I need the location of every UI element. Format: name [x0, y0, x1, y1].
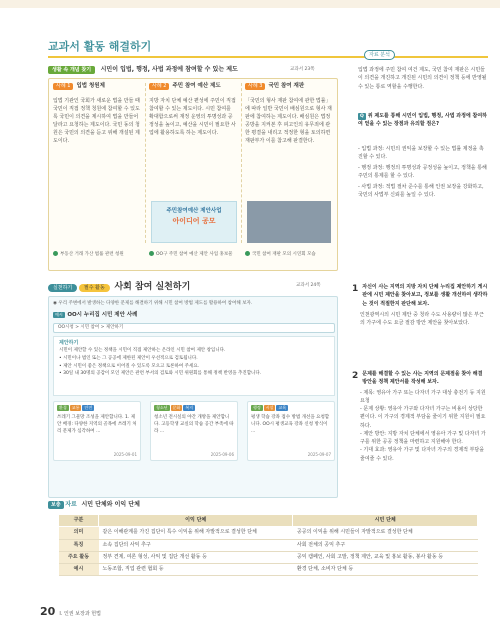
activity2-page-ref: 교과서 24쪽 — [296, 283, 321, 288]
side1-question: Q 위 제도를 통해 시민이 입법, 행정, 사법 과정에 참여하여 얻을 수 있는 장점과 유의할 점은? — [358, 113, 487, 128]
question-icon: Q — [360, 114, 364, 119]
case2-caption: OO구 주민 참여 예산 제안 사업 홍보물 — [149, 251, 233, 259]
activity2-pill1: 실천하기 — [48, 284, 77, 292]
case1-column — [53, 83, 146, 243]
card-text: 평생 학습 강좌 접수 방법 개선을 요청합니다. OO시 평생교육 강좌 신청 방식이 ... — [251, 415, 330, 435]
case1-text: 입법 기관인 국회가 새로운 법을 만들 때 국민이 직접 정책 청원에 참여할 수 있도록 국민이 의견을 제시하여 법을 만들어 달라고 요청하는 제도이다. 국민 동의 청원은 국민의 의견을 듣고 위해 개설된 제도이다. — [53, 97, 140, 144]
item2-num: 2 — [352, 371, 359, 381]
card-text: 쓰레기 그물망 조성을 제안합니다. 1. 제안 배경: 다양한 지역의 골목에 쓰레기 처리 문제가 심각하여 ... — [57, 415, 137, 435]
notice-line-1: 시민이 제안할 수 있는 정책을 시민이 직접 제안하는 온라인 시민 참여 제안 창입니다. — [59, 348, 226, 354]
poster-line1: 주민참여예산 제안사업 — [166, 208, 222, 214]
notice-line-3: • 제안 시민이 좋은 정책으로 이어질 수 있도록 모으고 토론하여 주세요. — [59, 363, 200, 369]
section-label: I. 인권 보장과 헌법 — [59, 611, 101, 617]
card-tag: 교통 — [71, 405, 80, 410]
footer — [40, 604, 101, 620]
card-tag: 문화 — [172, 405, 181, 410]
case2-column — [149, 83, 242, 243]
card-tag: 안전 — [84, 405, 93, 410]
supplement-label: 자료 — [65, 501, 77, 508]
card-tag: 교육 — [278, 405, 287, 410]
card-date: 2025-09-06 — [210, 452, 234, 458]
case1-num: 사례 1 — [53, 83, 73, 90]
table-row: 예시 노동조합, 직업 관련 협회 등 환경 단체, 소비자 단체 등 — [59, 564, 478, 576]
notice-line-2: • 시민이나 법인 또는 그 공공에 제한된 제안이 우선적으로 검토됩니다. — [59, 355, 198, 361]
card-date: 2025-09-07 — [307, 452, 331, 458]
example-tag: 예시 — [55, 312, 63, 317]
activity2-pill2: 필수 활동 — [79, 284, 110, 292]
case3-caption: 국민 참여 재판 모의 시연회 모습 — [245, 251, 316, 259]
supplement-tag: 보충 — [48, 501, 64, 509]
supplement-header — [48, 501, 140, 510]
item2-bullet-1: - 제목: 영유아 가구 또는 다자녀 가구 대상 충전기 등 지원 요청 — [360, 389, 486, 404]
table-row: 의미 같은 이해관계를 가진 집단이 특수 이익을 위해 자발적으로 결성한 단체 공공의 이익을 위해 시민들이 자발적으로 결성한 단체 — [59, 527, 478, 539]
example-header — [53, 312, 137, 320]
case3-num: 사례 3 — [245, 83, 265, 90]
header-strip — [0, 0, 500, 8]
item2-bullet-3: - 제안 방안: 지방 자치 단체에서 영유아 가구 및 다자녀 가구를 위한 공공 정책을 마련하고 지원해야 한다. — [360, 430, 486, 445]
side1-label: 자료 분석 — [364, 50, 395, 60]
item1-num: 1 — [352, 284, 359, 294]
page-title: 교과서 활동 해결하기 — [48, 40, 152, 53]
activity1-tag: 생활 속 개념 찾기 — [48, 66, 95, 74]
notice-title: 제안하기 — [59, 340, 79, 346]
case3-photo — [247, 201, 331, 243]
notice-box — [53, 336, 335, 396]
comparison-table — [58, 514, 478, 576]
table-header: 이익 단체 — [99, 515, 293, 527]
case2-poster — [151, 201, 237, 243]
proposal-card[interactable] — [247, 401, 335, 461]
notice-line-4: • 30일 내 30명의 공감이 모인 제안은 관련 부서의 검토와 시민 위원회를 통해 정책 반영을 추진합니다. — [59, 371, 262, 377]
card-tag: 복지 — [185, 405, 194, 410]
case1-head: 입법 청원제 — [76, 83, 105, 89]
case2-text: 지방 자치 단체 예산 편성에 주민이 직접 참여할 수 있는 제도이다. 시민 참여를 확대함으로써 재정 운영의 투명성과 공정성을 높이고, 예산을 시민이 필요한 사업에 활용하도록 하는 제도이다. — [149, 97, 236, 136]
card-tag: 시설 — [265, 405, 274, 410]
case3-text: 「국민의 형사 재판 참여에 관한 법률」에 따라 일반 국민이 배심원으로 형사 재판에 참여하는 제도이다. 배심원은 법정 공방을 지켜본 후 피고인의 유무죄에 관한 평결을 내리고 적정한 형을 토의하면 재판부가 이를 참고해 판결한다. — [245, 97, 332, 144]
activity1-header — [48, 66, 238, 75]
activity1-title: 시민이 입법, 행정, 사법 과정에 참여할 수 있는 제도 — [100, 66, 238, 73]
example-title: OO시 누리집 시민 제안 사례 — [67, 312, 138, 318]
side1-bullet-2: - 행정 과정: 행정의 투명성과 공정성을 높이고, 정책을 통해 주민의 통제를 할 수 있다. — [358, 165, 487, 180]
url-text: OO시청 > 시민 참여 > 제안하기 — [58, 325, 124, 330]
card-tag: 환경 — [59, 405, 67, 410]
caption-dot-icon — [149, 251, 154, 256]
side1-bullet-1: - 입법 과정: 시민의 권익을 보장할 수 있는 법률 제정을 촉진할 수 있다. — [358, 146, 484, 161]
proposal-card[interactable] — [53, 401, 141, 461]
item2-bullet-2: - 문제 상황: 영유아 가구와 다자녀 가구는 비용이 상당한 편이다. 이 가구의 경제적 부담을 줄이기 위한 지원이 필요하다. — [360, 406, 486, 429]
activity2-title: 사회 참여 실천하기 — [114, 282, 191, 292]
table-row: 특징 소속 집단의 사익 추구 사회 전체의 공익 추구 — [59, 539, 478, 551]
proposal-card[interactable] — [150, 401, 238, 461]
page-number: 20 — [40, 605, 56, 618]
table-header: 시민 단체 — [293, 515, 478, 527]
side1-bullet-3: - 사법 과정: 적법 절차 준수를 통해 인권 보장을 강화하고, 국민의 사법부 신뢰를 높일 수 있다. — [358, 184, 484, 199]
caption-dot-icon — [53, 251, 58, 256]
url-bar — [53, 323, 335, 333]
card-date: 2025-09-01 — [113, 452, 137, 458]
case1-caption: 부동산 거래 가산 법률 관련 청원 — [53, 251, 124, 259]
item2-bullet-4: - 기대 효과: 영유아 가구 및 다자녀 가구의 경제적 부담을 줄여줄 수 있다. — [360, 447, 485, 462]
card-tag: 청소년 — [156, 405, 168, 410]
caption-dot-icon — [245, 251, 250, 256]
table-row: 주요 활동 정부 견제, 여론 형성, 사익 및 집단 개선 활동 등 공익 캠페인, 사회 고발, 정책 제안, 교육 및 홍보 활동, 봉사 활동 등 — [59, 551, 478, 563]
case2-num: 사례 2 — [149, 83, 169, 90]
side1-label-wrap — [364, 52, 395, 59]
side2-item1 — [352, 283, 488, 327]
side1-text: 입법 과정에 주민 참여 여건 제도, 국민 참여 재판은 시민들이 의견을 개진하고 개진된 시민의 의견이 정책 등에 반영될 수 있는 통로 역할을 수행한다. — [358, 67, 487, 90]
activity2-panel — [48, 296, 338, 498]
card-tag: 행정 — [253, 405, 261, 410]
activity1-page-ref: 교과서 23쪽 — [290, 67, 315, 72]
activity1-panel — [48, 78, 338, 271]
item2-text: 문제를 해결할 수 있는 사는 지역의 문제점을 찾아 해결 방안을 정책 제안서를 작성해 보자. — [362, 371, 483, 386]
card-text: 청소년 전시실의 야간 개방을 제안합니다. 고등학생 교실의 학습 공간 부족에 따라 ... — [154, 415, 234, 435]
case3-head: 국민 참여 재판 — [268, 83, 305, 89]
case2-head: 주민 참여 예산 제도 — [172, 83, 221, 89]
title-underline — [48, 56, 488, 58]
item1-detail: 인천광역시의 시민 제안 중 청라 수도 사용량이 많은 부근의 가구에 수도 요금 절감 방안 제안을 찾아보았다. — [360, 311, 484, 326]
activity2-instruction: ◉ 우리 주변에서 발생하는 다양한 문제를 해결하기 위해 시민 참여 방법 제도를 활용하여 참여해 보자. — [53, 301, 253, 306]
activity2-header — [48, 281, 190, 294]
supplement-table-wrap — [58, 514, 478, 576]
supplement-title: 시민 단체와 이익 단체 — [81, 501, 140, 508]
case3-column — [245, 83, 335, 243]
table-header: 구분 — [59, 515, 99, 527]
side2-item2 — [352, 370, 488, 463]
item1-text: 자신이 사는 지역의 지방 자치 단체 누리집 제안하기 게시판에 시민 제안을 찾아보고, 정보를 생활 개선하여 생각하는 것이 적절한지 판단해 보자. — [362, 284, 488, 307]
poster-line2: 아이디어 공모 — [172, 216, 216, 225]
